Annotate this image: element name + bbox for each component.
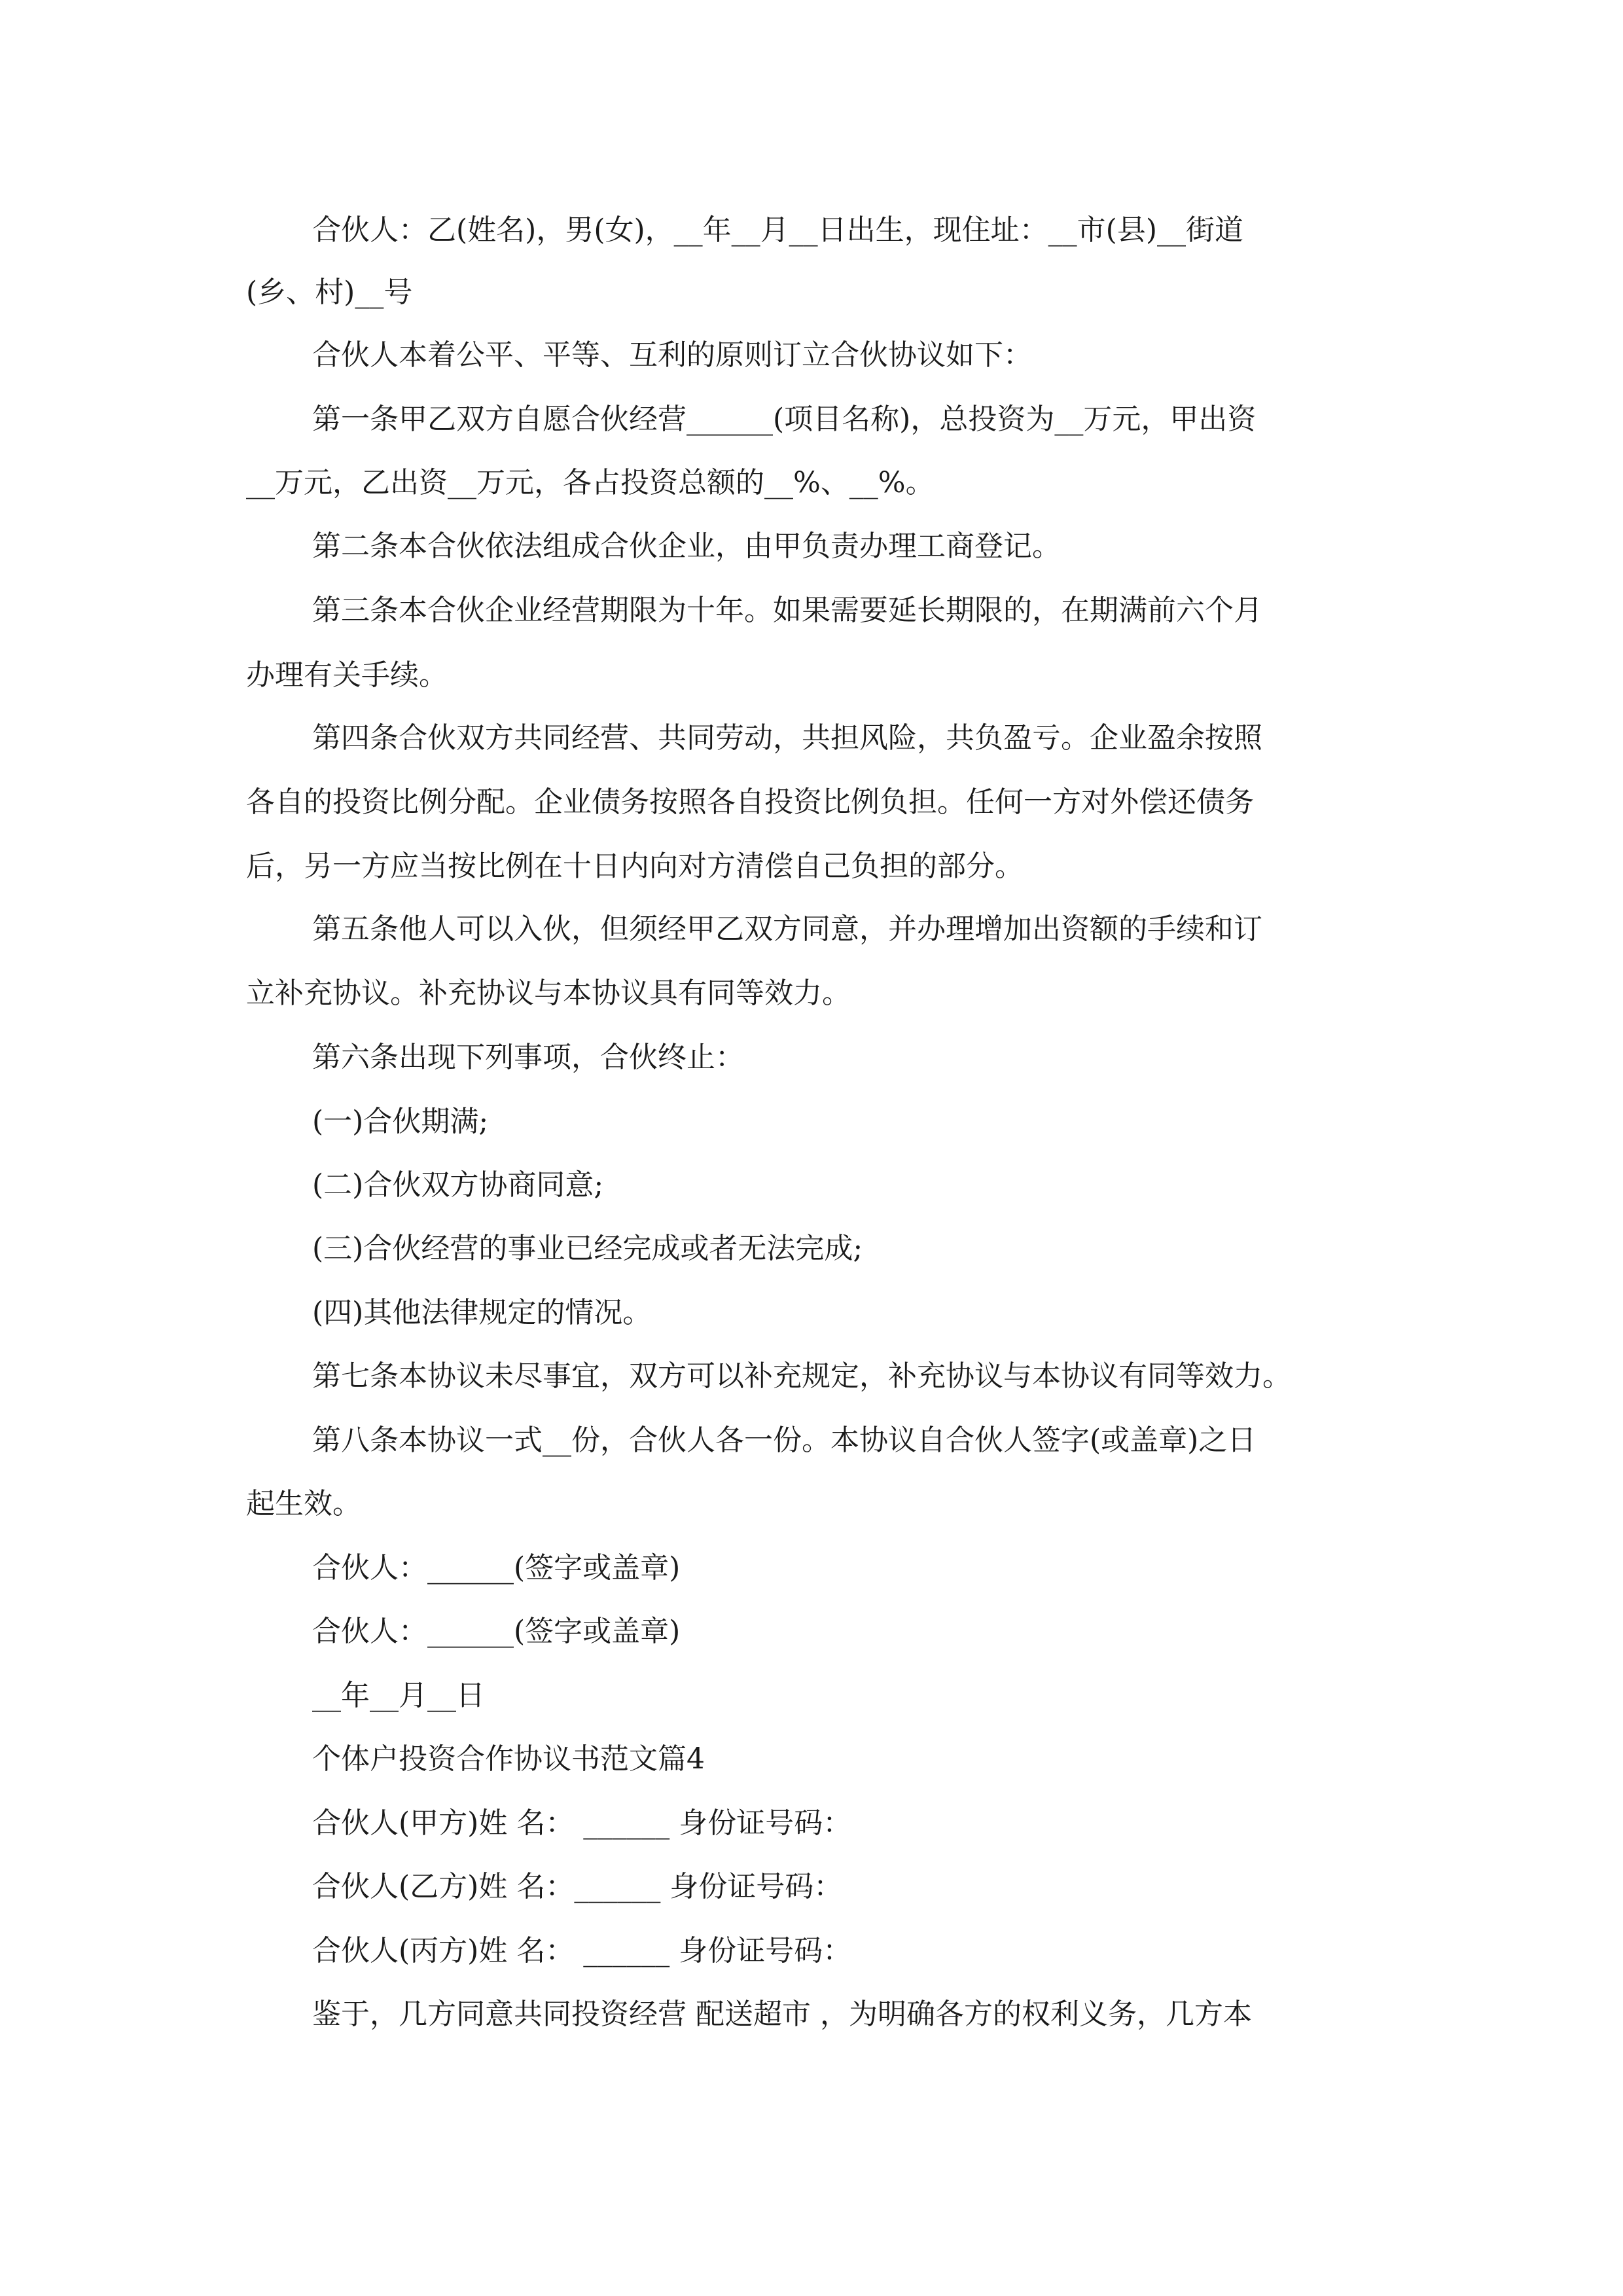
text-line: 第八条本协议一式__份，合伙人各一份。本协议自合伙人签字(或盖章)之日 <box>312 1424 1257 1457</box>
text-line: 办理有关手续。 <box>246 658 448 692</box>
text-line: 合伙人(甲方)姓 名： ______ 身份证号码： <box>312 1806 852 1840</box>
text-line: 第七条本协议未尽事宜，双方可以补充规定，补充协议与本协议有同等效力。 <box>312 1359 1291 1393</box>
signature-line: 合伙人：______(签字或盖章) <box>312 1551 681 1585</box>
text-line: 第五条他人可以入伙，但须经甲乙双方同意，并办理增加出资额的手续和订 <box>312 912 1262 946</box>
text-line: 合伙人：乙(姓名)，男(女)，__年__月__日出生，现住址：__市(县)__街道 <box>312 213 1243 247</box>
text-line: __万元，乙出资__万元，各占投资总额的__%、__%。 <box>246 466 935 499</box>
text-line: (四)其他法律规定的情况。 <box>312 1296 652 1329</box>
text-line: 起生效。 <box>246 1487 361 1520</box>
text-line: 后，另一方应当按比例在十日内向对方清偿自己负担的部分。 <box>246 850 1024 883</box>
text-line: 鉴于，几方同意共同投资经营 配送超市 ，为明确各方的权利义务，几方本 <box>312 1998 1252 2031</box>
text-line: 合伙人(丙方)姓 名： ______ 身份证号码： <box>312 1934 852 1967</box>
text-line: 立补充协议。补充协议与本协议具有同等效力。 <box>246 977 851 1010</box>
text-line: 合伙人本着公平、平等、互利的原则订立合伙协议如下： <box>312 338 1032 372</box>
text-line: 第一条甲乙双方自愿合伙经营______(项目名称)，总投资为__万元，甲出资 <box>312 403 1257 436</box>
section-title: 个体户投资合作协议书范文篇4 <box>312 1742 705 1776</box>
text-line: (二)合伙双方协商同意; <box>312 1168 604 1202</box>
text-line: 第四条合伙双方共同经营、共同劳动，共担风险，共负盈亏。企业盈余按照 <box>312 721 1262 755</box>
text-line: 第六条出现下列事项，合伙终止： <box>312 1041 744 1074</box>
text-line: 各自的投资比例分配。企业债务按照各自投资比例负担。任何一方对外偿还债务 <box>246 785 1254 819</box>
text-line: 合伙人(乙方)姓 名：______ 身份证号码： <box>312 1870 843 1903</box>
text-line: (一)合伙期满; <box>312 1105 489 1138</box>
text-line: (乡、村)__号 <box>246 276 413 309</box>
date-line: __年__月__日 <box>312 1679 485 1712</box>
text-line: 第三条本合伙企业经营期限为十年。如果需要延长期限的，在期满前六个月 <box>312 594 1262 627</box>
text-line: (三)合伙经营的事业已经完成或者无法完成; <box>312 1232 863 1265</box>
signature-line: 合伙人：______(签字或盖章) <box>312 1615 681 1648</box>
text-line: 第二条本合伙依法组成合伙企业，由甲负责办理工商登记。 <box>312 529 1061 563</box>
